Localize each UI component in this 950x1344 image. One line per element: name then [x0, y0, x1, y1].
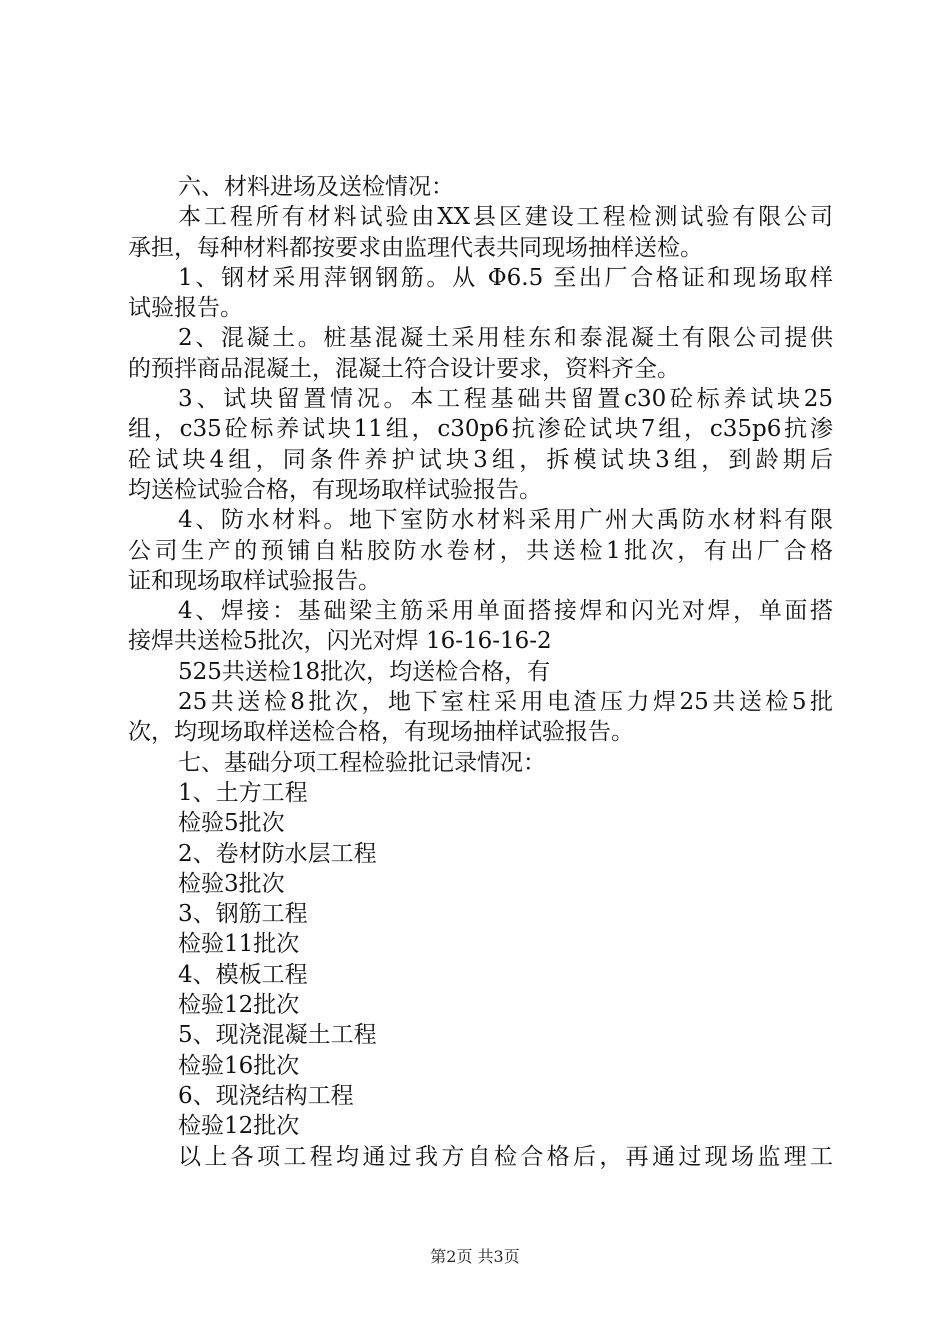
text-line: 5、现浇混凝土工程 — [178, 1022, 377, 1049]
text-line: 接焊共送检5批次，闪光对焊 16-16-16-2 — [128, 628, 552, 655]
text-line: 2、卷材防水层工程 — [178, 840, 377, 867]
text-line: 公司生产的预铺自粘胶防水卷材，共送检1批次，有出厂合格 — [128, 537, 833, 564]
text-line: 1、钢材采用萍钢钢筋。从 Φ6.5 至出厂合格证和现场取样 — [178, 264, 833, 291]
page-footer: 第2页 共3页 — [430, 1247, 520, 1266]
text-line: 本工程所有材料试验由XX县区建设工程检测试验有限公司 — [178, 204, 833, 231]
text-line: 证和现场取样试验报告。 — [128, 567, 381, 594]
text-line: 4、模板工程 — [178, 961, 308, 988]
text-line: 25共送检8批次，地下室柱采用电渣压力焊25共送检5批 — [178, 689, 833, 716]
text-line: 4、焊接：基础梁主筋采用单面搭接焊和闪光对焊，单面搭 — [178, 598, 833, 625]
text-line: 6、现浇结构工程 — [178, 1082, 354, 1109]
text-line: 检验3批次 — [178, 870, 285, 897]
text-line: 六、材料进场及送检情况： — [178, 174, 454, 200]
text-line: 525共送检18批次，均送检合格，有 — [178, 658, 551, 685]
text-line: 3、钢筋工程 — [178, 901, 308, 928]
text-line: 4、防水材料。地下室防水材料采用广州大禹防水材料有限 — [178, 507, 833, 534]
text-line: 承担，每种材料都按要求由监理代表共同现场抽样送检。 — [128, 234, 703, 261]
text-line: 砼试块4组，同条件养护试块3组，拆模试块3组，到龄期后 — [128, 446, 833, 473]
text-line: 1、土方工程 — [178, 779, 308, 806]
text-line: 以上各项工程均通过我方自检合格后，再通过现场监理工 — [178, 1143, 833, 1170]
text-line: 检验11批次 — [178, 931, 300, 958]
text-line: 七、基础分项工程检验批记录情况： — [178, 749, 546, 776]
text-line: 2、混凝土。桩基混凝土采用桂东和泰混凝土有限公司提供 — [178, 325, 833, 352]
text-line: 检验5批次 — [178, 810, 285, 837]
document-body — [128, 172, 833, 1172]
text-line: 次，均现场取样送检合格，有现场抽样试验报告。 — [128, 719, 634, 746]
text-line: 的预拌商品混凝土，混凝土符合设计要求，资料齐全。 — [128, 355, 680, 382]
text-line: 3、试块留置情况。本工程基础共留置c30砼标养试块25 — [178, 386, 833, 413]
text-line: 检验12批次 — [178, 1113, 300, 1140]
text-line: 组，c35砼标养试块11组，c30p6抗渗砼试块7组，c35p6抗渗 — [128, 416, 833, 443]
text-line: 试验报告。 — [128, 295, 243, 322]
text-line: 均送检试验合格，有现场取样试验报告。 — [128, 476, 542, 503]
text-line: 检验16批次 — [178, 1052, 300, 1079]
text-line: 检验12批次 — [178, 992, 300, 1019]
